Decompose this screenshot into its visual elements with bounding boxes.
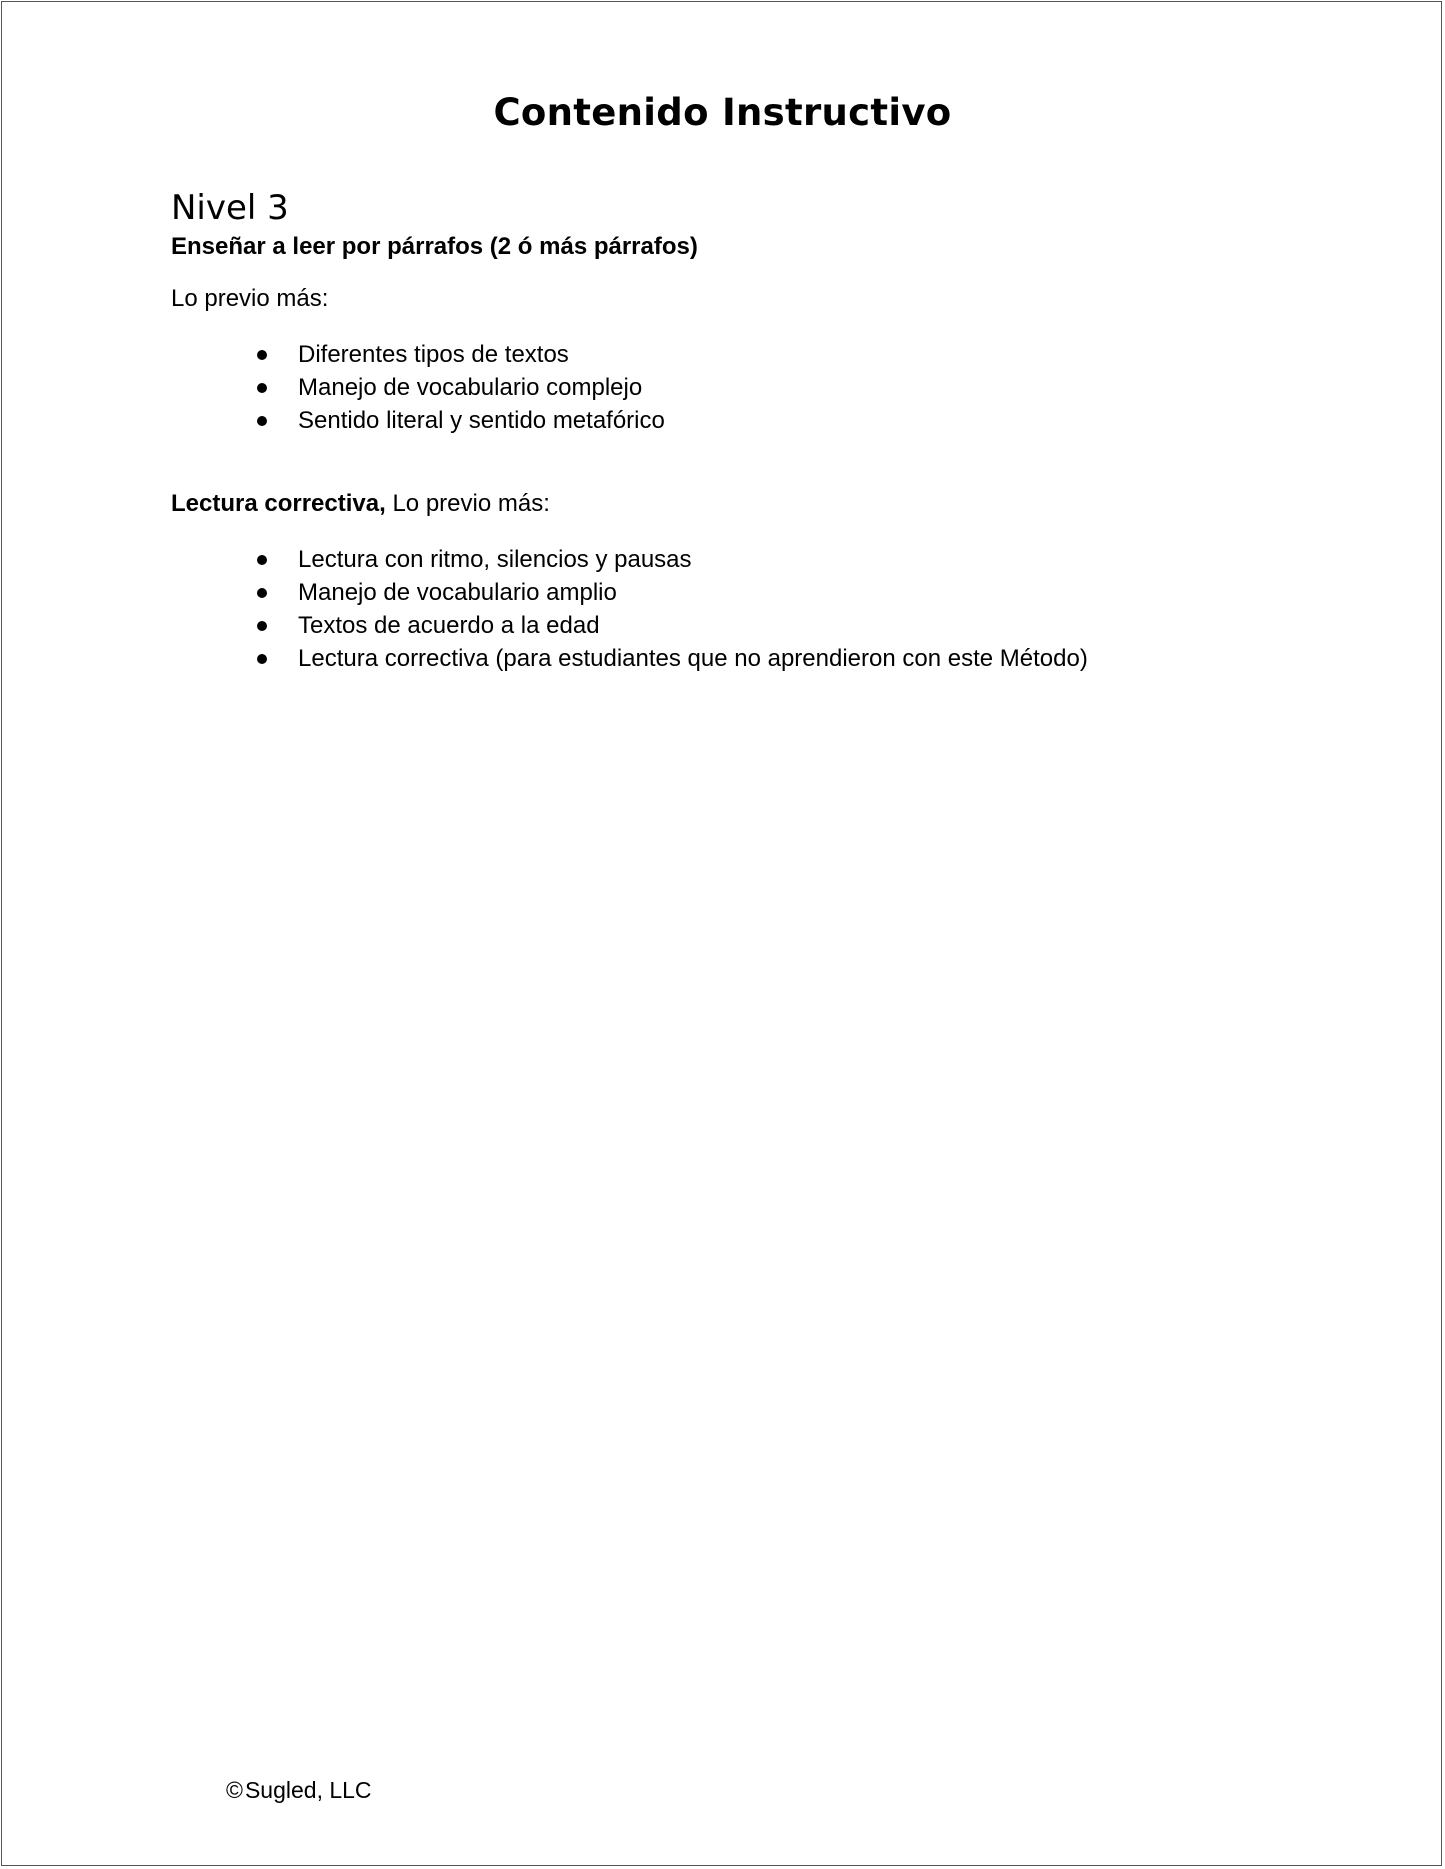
- intro-text: Lo previo más:: [171, 285, 329, 312]
- bullet-icon: [257, 350, 267, 360]
- list-item-text: Manejo de vocabulario amplio: [298, 579, 617, 606]
- level-heading: Nivel 3: [171, 188, 289, 228]
- bullet-icon: [257, 383, 267, 393]
- list-item-text: Manejo de vocabulario complejo: [298, 374, 643, 401]
- list-item-text: Lectura correctiva (para estudiantes que no aprendieron con este Método): [298, 645, 1088, 672]
- list-item: [250, 404, 665, 437]
- bullet-icon: [257, 654, 267, 664]
- skills-list: [250, 338, 665, 437]
- list-item: [250, 338, 665, 371]
- list-item: [250, 543, 1088, 576]
- list-item-text: Lectura con ritmo, silencios y pausas: [298, 546, 692, 573]
- bullet-icon: [257, 416, 267, 426]
- level-subtitle: Enseñar a leer por párrafos (2 ó más párrafos): [171, 233, 698, 260]
- copyright-icon: ©: [226, 1777, 243, 1803]
- corrective-reading-rest: Lo previo más:: [385, 490, 550, 517]
- list-item-text: Textos de acuerdo a la edad: [298, 612, 600, 639]
- page-frame: [1, 1, 1442, 1866]
- list-item: [250, 371, 665, 404]
- corrective-reading-label: Lectura correctiva,: [171, 490, 386, 517]
- list-item-text: Diferentes tipos de textos: [298, 341, 569, 368]
- copyright-text: Sugled, LLC: [244, 1777, 372, 1803]
- bullet-icon: [257, 588, 267, 598]
- corrective-reading-list: [250, 543, 1088, 675]
- list-item: [250, 576, 1088, 609]
- document-title: Contenido Instructivo: [493, 91, 952, 134]
- corrective-reading-intro: [171, 488, 550, 520]
- list-item: [250, 609, 1088, 642]
- list-item-text: Sentido literal y sentido metafórico: [298, 407, 665, 434]
- bullet-icon: [257, 555, 267, 565]
- bullet-icon: [257, 621, 267, 631]
- list-item: [250, 642, 1088, 675]
- copyright-footer: [226, 1775, 372, 1805]
